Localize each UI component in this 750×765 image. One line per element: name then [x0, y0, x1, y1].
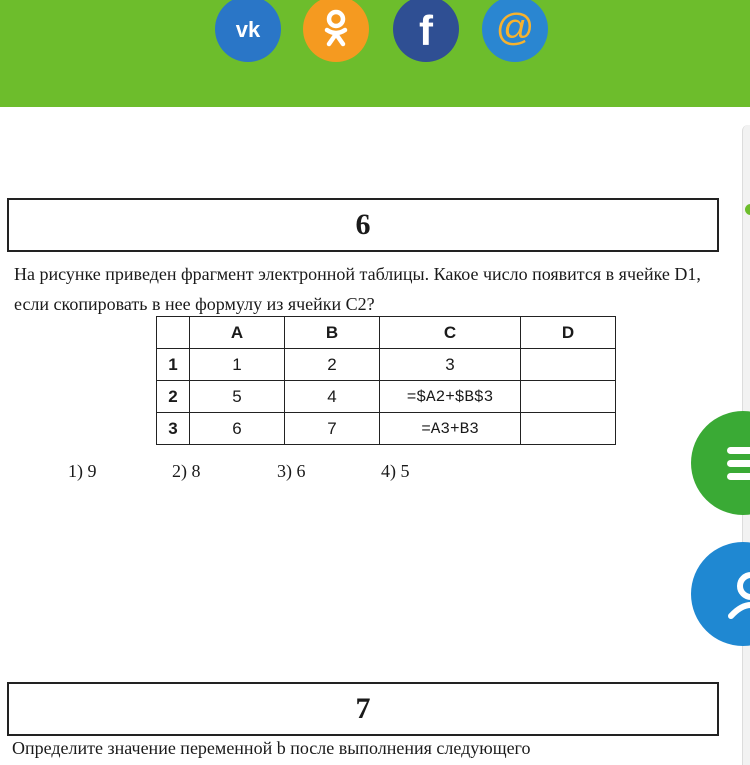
user-profile-button[interactable] — [691, 542, 750, 646]
spreadsheet-fragment — [156, 316, 616, 445]
at-sign-icon — [493, 7, 537, 51]
table-header-cell — [157, 317, 190, 349]
vk-icon — [228, 16, 268, 42]
answer-option: 4) 5 — [381, 461, 410, 481]
table-cell — [521, 349, 616, 381]
question-number: 7 — [355, 692, 371, 725]
table-cell: 2 — [285, 349, 380, 381]
table-header-cell: C — [380, 317, 521, 349]
svg-text:vk: vk — [235, 17, 261, 42]
hamburger-menu-icon — [713, 441, 750, 485]
table-row — [157, 349, 616, 381]
question-6-header — [7, 198, 719, 252]
status-dot — [745, 204, 750, 215]
table-cell: =$A2+$B$3 — [380, 381, 521, 413]
svg-text:f: f — [419, 7, 433, 51]
answer-option: 3) 6 — [277, 461, 306, 481]
svg-text:@: @ — [495, 7, 535, 49]
table-header-cell: B — [285, 317, 380, 349]
table-row — [157, 381, 616, 413]
question-6-text: На рисунке приведен фрагмент электронной таблицы. Какое число появится в ячейке D1, если скопировать в нее формулу из ячейки C2? — [14, 264, 701, 314]
facebook-icon — [411, 7, 441, 51]
table-header-cell: D — [521, 317, 616, 349]
table-cell: 7 — [285, 413, 380, 445]
table-cell: 3 — [380, 349, 521, 381]
odnoklassniki-icon — [321, 9, 351, 49]
table-cell — [521, 381, 616, 413]
answer-option: 1) 9 — [68, 461, 97, 481]
user-icon — [713, 564, 750, 624]
menu-button[interactable] — [691, 411, 750, 515]
header-bar — [0, 0, 750, 107]
table-cell: =A3+B3 — [380, 413, 521, 445]
row-number: 3 — [157, 413, 190, 445]
question-number: 6 — [355, 208, 371, 241]
table-cell — [521, 413, 616, 445]
table-cell: 6 — [190, 413, 285, 445]
question-7-header — [7, 682, 719, 736]
table-header-row — [157, 317, 616, 349]
row-number: 2 — [157, 381, 190, 413]
row-number: 1 — [157, 349, 190, 381]
question-7-text: Определите значение переменной b после выполнения следующего — [12, 738, 531, 758]
answer-option: 2) 8 — [172, 461, 201, 481]
table-header-cell: A — [190, 317, 285, 349]
table-cell: 4 — [285, 381, 380, 413]
table-cell: 1 — [190, 349, 285, 381]
table-row — [157, 413, 616, 445]
table-cell: 5 — [190, 381, 285, 413]
